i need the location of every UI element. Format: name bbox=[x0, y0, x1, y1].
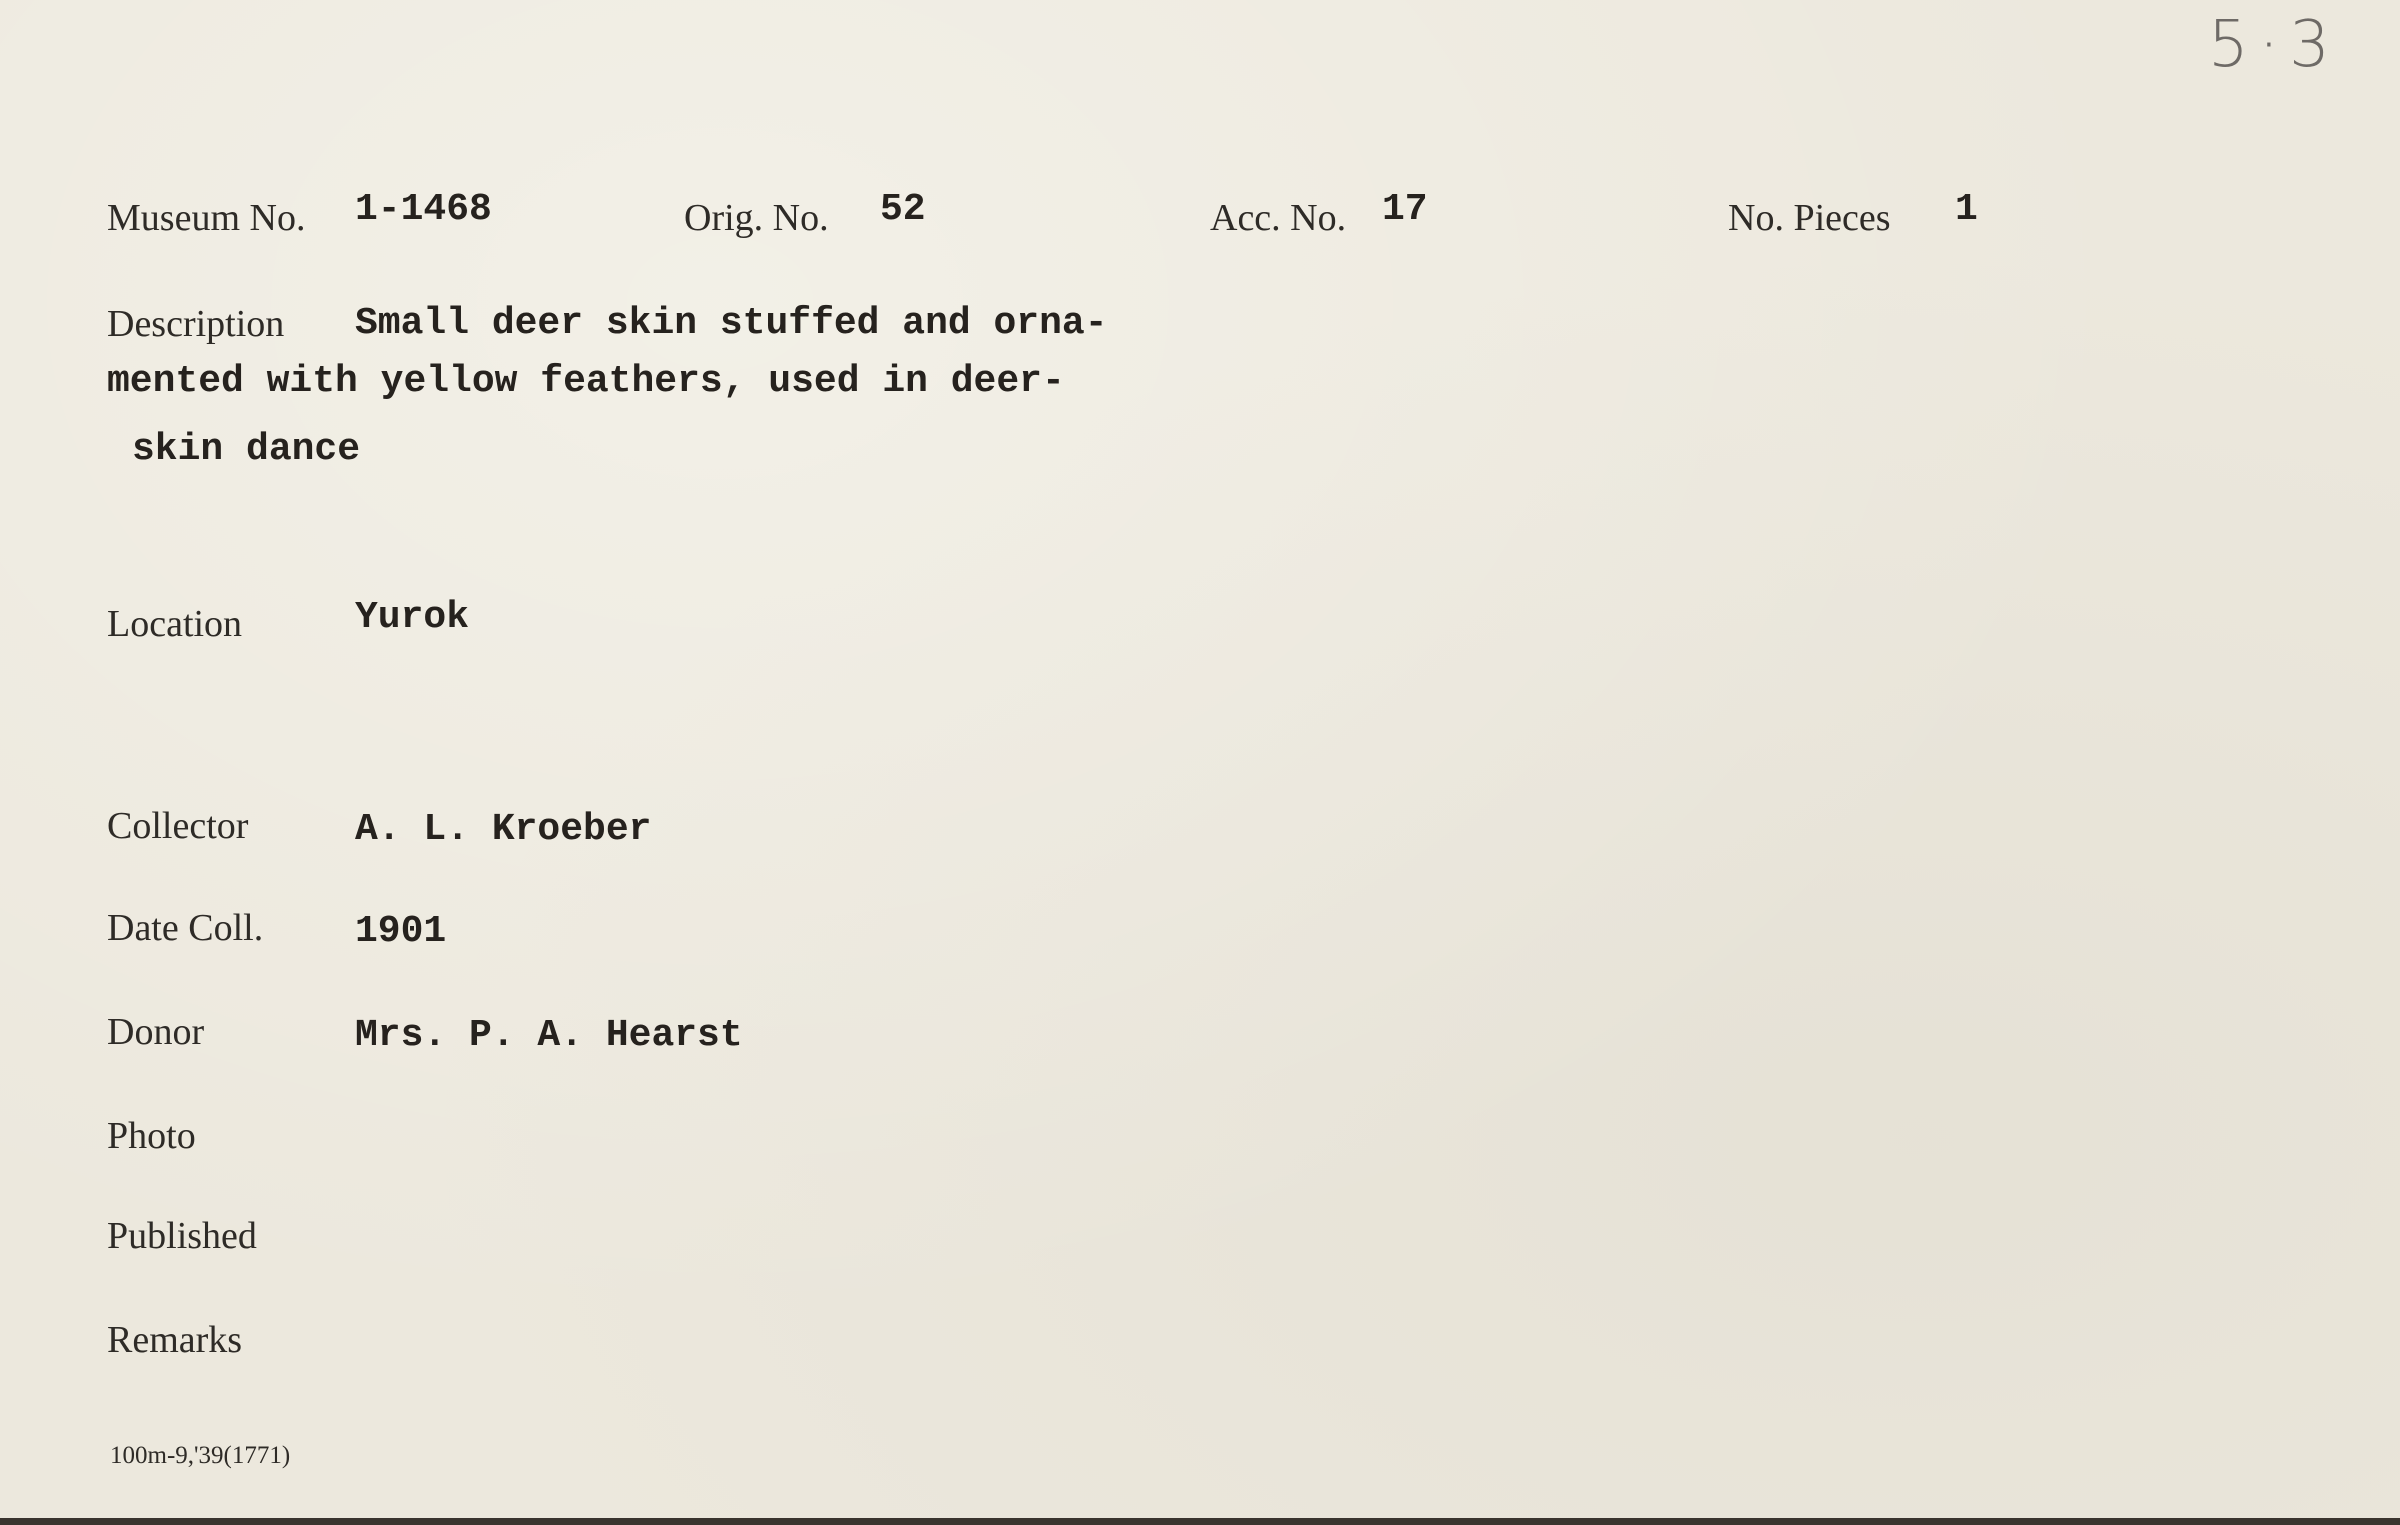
donor-value: Mrs. P. A. Hearst bbox=[355, 1014, 743, 1057]
acc-no-label: Acc. No. bbox=[1210, 197, 1347, 239]
acc-no-value: 17 bbox=[1382, 188, 1428, 231]
date-coll-value: 1901 bbox=[355, 910, 447, 953]
location-label: Location bbox=[107, 603, 243, 645]
published-label: Published bbox=[107, 1215, 257, 1257]
museum-no-value: 1-1468 bbox=[355, 188, 492, 231]
location-value: Yurok bbox=[355, 596, 470, 639]
date-coll-label: Date Coll. bbox=[107, 907, 264, 949]
card-bottom-edge bbox=[0, 1518, 2400, 1525]
museum-no-label: Museum No. bbox=[107, 197, 306, 239]
collector-value: A. L. Kroeber bbox=[355, 808, 652, 851]
form-code: 100m-9,'39(1771) bbox=[110, 1442, 291, 1469]
pieces-label: No. Pieces bbox=[1728, 197, 1891, 239]
pieces-value: 1 bbox=[1955, 188, 1978, 231]
orig-no-label: Orig. No. bbox=[684, 197, 829, 239]
description-line: Small deer skin stuffed and orna- bbox=[355, 302, 1108, 345]
donor-label: Donor bbox=[107, 1011, 205, 1053]
description-line: mented with yellow feathers, used in deer- bbox=[107, 360, 1065, 403]
description-label: Description bbox=[107, 303, 285, 345]
description-line: skin dance bbox=[132, 428, 361, 471]
collector-label: Collector bbox=[107, 805, 249, 847]
remarks-label: Remarks bbox=[107, 1319, 243, 1361]
photo-label: Photo bbox=[107, 1115, 196, 1157]
orig-no-value: 52 bbox=[880, 188, 926, 231]
handwritten-note: 5·3 bbox=[2208, 8, 2340, 82]
